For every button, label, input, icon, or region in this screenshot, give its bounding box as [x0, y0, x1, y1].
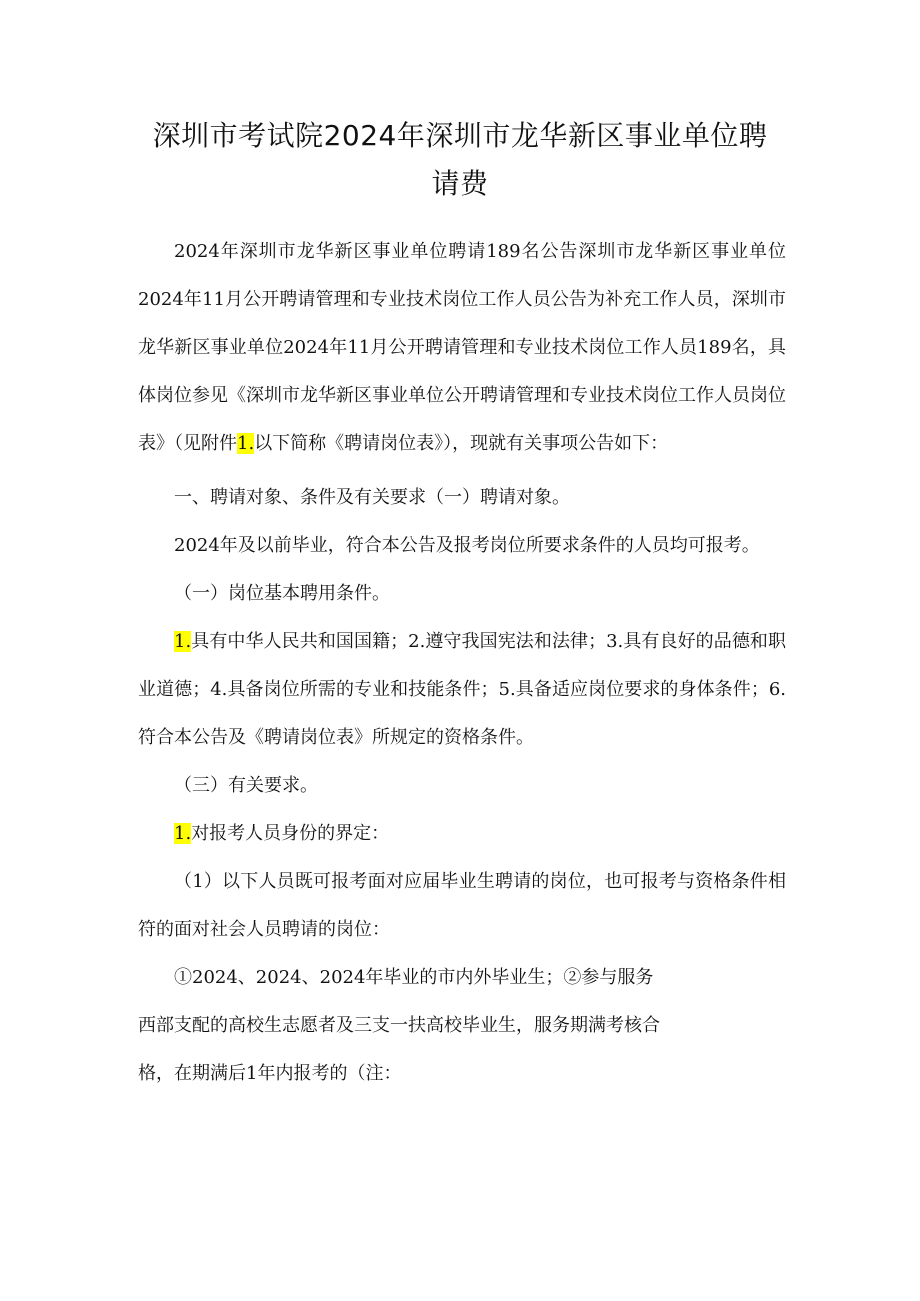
title-line-2: 请费: [431, 167, 489, 200]
intro-highlight: 1.: [237, 433, 255, 454]
sub-heading-basic-conditions: （一）岗位基本聘用条件。: [174, 583, 390, 604]
graduates-line-1: ①2024、2024、2024年毕业的市内外毕业生；②参与服务: [174, 967, 654, 988]
conditions-paragraph: [138, 618, 786, 762]
section1-heading: 一、聘请对象、条件及有关要求（一）聘请对象。: [174, 487, 570, 508]
identity-text: 对报考人员身份的界定：: [191, 823, 390, 844]
intro-paragraph: [138, 228, 786, 468]
graduates-line-3: 格，在期满后1年内报考的（注：: [138, 1063, 402, 1084]
identity-highlight: 1.: [174, 823, 192, 844]
identity-paragraph: [138, 810, 786, 858]
conditions-highlight: 1.: [174, 631, 192, 652]
document-body: [138, 228, 786, 1098]
sub-heading-requirements: （三）有关要求。: [174, 775, 318, 796]
graduates-line-2: 西部支配的高校生志愿者及三支一扶高校毕业生，服务期满考核合: [138, 1015, 660, 1036]
document-title: [150, 112, 770, 208]
title-line-1: 深圳市考试院2024年深圳市龙华新区事业单位聘: [152, 119, 768, 152]
graduates-block: [138, 954, 786, 1098]
item1-paragraph: （1）以下人员既可报考面对应届毕业生聘请的岗位，也可报考与资格条件相符的面对社会人员聘请的岗位：: [138, 871, 786, 940]
section1-paragraph: 2024年及以前毕业，符合本公告及报考岗位所要求条件的人员均可报考。: [174, 535, 760, 556]
intro-text-part1: 2024年深圳市龙华新区事业单位聘请189名公告深圳市龙华新区事业单位2024年11月公开聘请管理和专业技术岗位工作人员公告为补充工作人员，深圳市龙华新区事业单位2024年11月公开聘请管理和专业技术岗位工作人员189名，具体岗位参见《深圳市龙华新区事业单位公开聘请管理和专业技术岗位工作人员岗位表》（见附件: [138, 241, 786, 454]
conditions-text: 具有中华人民共和国国籍；2.遵守我国宪法和法律；3.具有良好的品德和职业道德；4.具备岗位所需的专业和技能条件；5.具备适应岗位要求的身体条件；6.符合本公告及《聘请岗位表》所规定的资格条件。: [138, 631, 786, 748]
intro-text-part2: 以下简称《聘请岗位表》），现就有关事项公告如下：: [254, 433, 669, 454]
